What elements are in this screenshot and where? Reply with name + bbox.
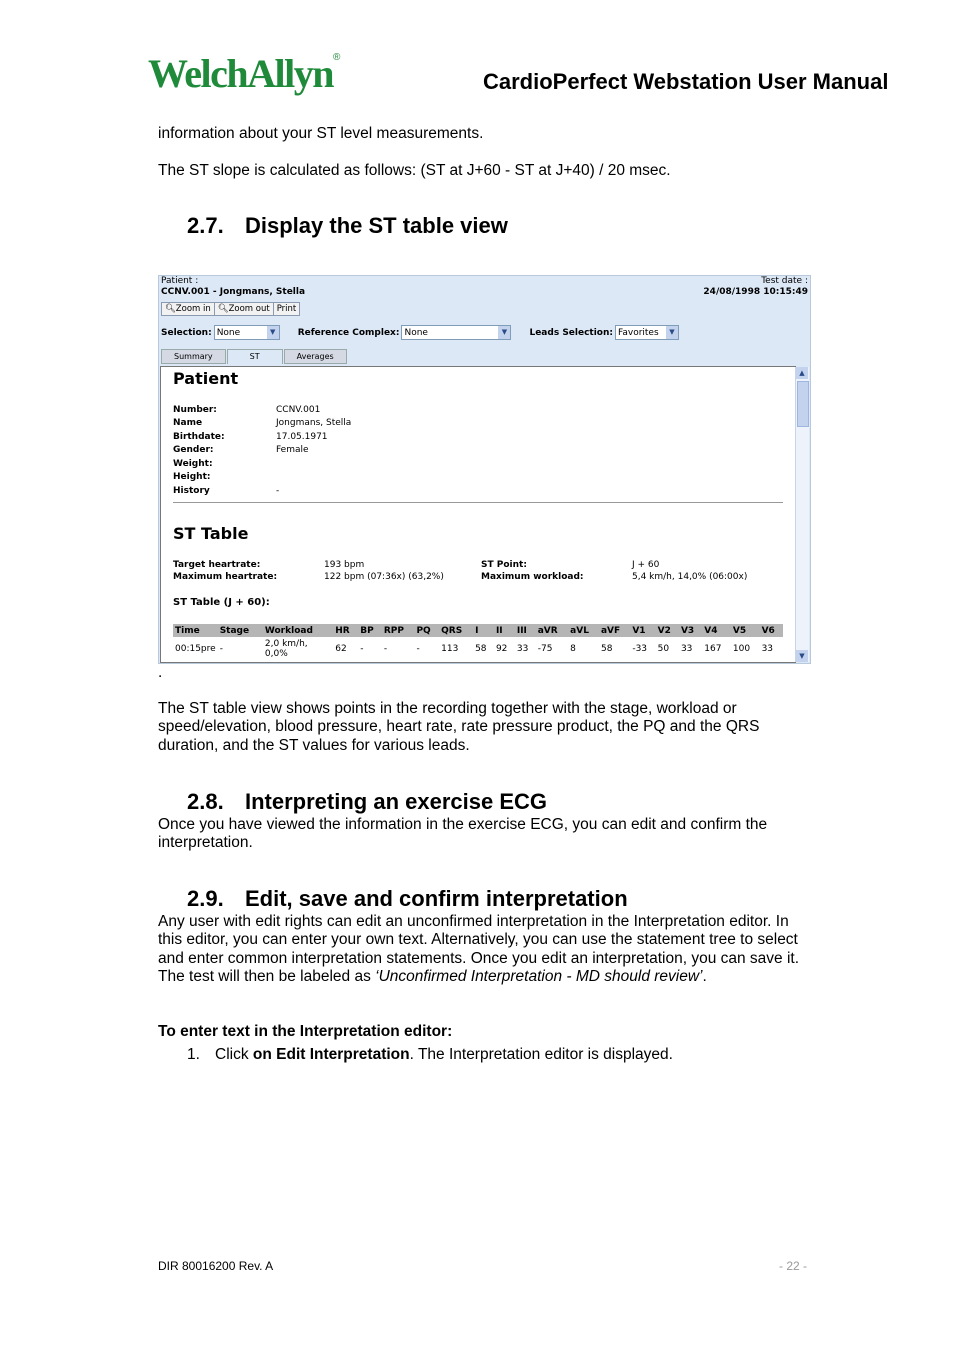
section-number: 2.9.	[187, 886, 224, 911]
procedure-heading: To enter text in the Interpretation editor:	[158, 1023, 453, 1040]
st-point-value: J + 60	[632, 560, 660, 570]
leads-selection-label: Leads Selection:	[529, 327, 613, 338]
intro-line-1: information about your ST level measurements.	[158, 125, 484, 142]
chevron-down-icon: ▼	[498, 326, 510, 339]
st-view-paragraph: The ST table view shows points in the recording together with the stage, workload or speed/elevation, blood pressure, heart rate, rate pressure product, the PQ and the QRS duration, and the ST values for various leads.	[158, 700, 760, 754]
st-table-heading: ST Table	[173, 524, 249, 543]
section-2-7-heading	[187, 213, 508, 239]
cell-rpp: -	[383, 644, 388, 654]
reference-complex-label: Reference Complex:	[297, 327, 400, 338]
step-text-post: . The Interpretation editor is displayed.	[409, 1046, 673, 1063]
col-avl: aVL	[568, 624, 599, 637]
st-data-table	[173, 624, 783, 661]
magnifier-icon: 🔍︎	[217, 304, 229, 314]
procedure-step-1	[187, 1046, 787, 1064]
cell-pq: -	[416, 644, 420, 654]
patient-heading: Patient	[173, 369, 239, 388]
cell-workload	[263, 637, 333, 661]
table-row	[173, 637, 783, 661]
selection-value: None	[216, 327, 241, 338]
selection-label: Selection:	[161, 327, 212, 338]
col-pq: PQ	[414, 624, 439, 637]
cell-qrs: 113	[441, 644, 459, 654]
step-text-pre: Click	[215, 1046, 253, 1063]
maximum-heartrate-label: Maximum heartrate:	[173, 572, 278, 582]
col-v6: V6	[760, 624, 783, 637]
footer-page-number: - 22 -	[779, 1259, 808, 1273]
patient-value: CCNV.001 - Jongmans, Stella	[161, 287, 306, 297]
col-v2: V2	[656, 624, 679, 637]
intro-line-2: The ST slope is calculated as follows: (ST at J+60 - ST at J+40) / 20 msec.	[158, 162, 671, 179]
section-2-9-paragraph	[158, 913, 813, 987]
paragraph-text: Any user with edit rights can edit an unconfirmed interpretation in the Interpretation editor. In this editor, you can enter your own text. Alternatively, you can use the statement tree to select and enter common interpretation statements. Once you edit an interpretation, you can save it. The test will then be labeled as	[158, 913, 800, 986]
patient-label: Patient :	[161, 276, 199, 286]
tab-st[interactable]: ST	[227, 349, 283, 364]
col-iii: III	[515, 624, 536, 637]
col-v4: V4	[702, 624, 731, 637]
cell-v1: -33	[632, 644, 648, 654]
section-title: Interpreting an exercise ECG	[245, 789, 547, 814]
field-value: 17.05.1971	[276, 432, 328, 442]
reference-complex-dropdown[interactable]	[401, 325, 511, 340]
field-key: Height:	[173, 472, 211, 482]
maximum-heartrate	[173, 572, 444, 582]
maximum-workload-label: Maximum workload:	[481, 572, 584, 582]
footer-document-id: DIR 80016200 Rev. A	[158, 1259, 274, 1273]
field-value: Female	[276, 445, 309, 455]
col-bp: BP	[358, 624, 382, 637]
patient-field-height	[173, 472, 276, 482]
tab-averages[interactable]: Averages	[284, 349, 347, 364]
st-point	[481, 560, 659, 570]
maximum-workload-value: 5,4 km/h, 14,0% (06:00x)	[632, 572, 748, 582]
step-command: on Edit Interpretation	[252, 1046, 410, 1063]
cell-ii: 92	[495, 644, 508, 654]
field-value: -	[276, 486, 280, 496]
target-heartrate	[173, 560, 364, 570]
field-value: Jongmans, Stella	[276, 418, 352, 428]
selection-row	[161, 325, 697, 340]
col-avf: aVF	[599, 624, 630, 637]
col-ii: II	[494, 624, 515, 637]
field-key: History	[173, 486, 210, 496]
col-time: Time	[173, 624, 218, 637]
section-number: 2.7.	[187, 213, 224, 238]
table-header-row	[173, 624, 783, 637]
field-value: CCNV.001	[276, 405, 321, 415]
paragraph-end: .	[702, 968, 707, 986]
field-key: Birthdate:	[173, 432, 225, 442]
field-key: Gender:	[173, 445, 214, 455]
section-title: Display the ST table view	[245, 213, 508, 238]
cell-v2: 50	[657, 644, 670, 654]
report-panel	[160, 366, 796, 663]
col-v3: V3	[679, 624, 702, 637]
scrollbar-thumb[interactable]	[797, 381, 809, 427]
cell-v3: 33	[680, 644, 693, 654]
col-stage: Stage	[218, 624, 263, 637]
target-heartrate-value: 193 bpm	[324, 560, 365, 570]
field-key: Name	[173, 418, 203, 428]
st-table-screenshot	[158, 275, 811, 664]
scroll-down-icon[interactable]: ▼	[796, 650, 808, 662]
col-hr: HR	[333, 624, 358, 637]
cell-avr: -75	[537, 644, 553, 654]
cell-hr: 62	[335, 644, 347, 654]
cell-avf: 58	[600, 644, 613, 654]
cell-v6: 33	[761, 644, 774, 654]
logo-wordmark: WelchAllyn	[148, 51, 334, 96]
patient-field-weight	[173, 459, 276, 469]
section-title: Edit, save and confirm interpretation	[245, 886, 628, 911]
cell-time: 00:15pre	[175, 644, 216, 654]
section-2-8-heading	[187, 789, 547, 815]
manual-title: CardioPerfect Webstation User Manual	[483, 69, 889, 94]
step-number: 1.	[187, 1046, 200, 1063]
col-rpp: RPP	[382, 624, 415, 637]
section-2-8-paragraph: Once you have viewed the information in the exercise ECG, you can edit and confirm the interpretation.	[158, 816, 768, 852]
zoom-in-label: Zoom in	[175, 304, 211, 314]
chevron-down-icon: ▼	[666, 326, 678, 339]
col-v5: V5	[731, 624, 760, 637]
cell-stage: -	[219, 644, 223, 654]
maximum-heartrate-value: 122 bpm (07:36x) (63,2%)	[324, 572, 444, 582]
st-table-caption: ST Table (J + 60):	[173, 597, 270, 608]
cell-iii: 33	[516, 644, 529, 654]
cell-avl: 8	[570, 644, 576, 654]
tab-bar	[161, 349, 348, 364]
col-i: I	[473, 624, 494, 637]
section-2-9-heading	[187, 886, 628, 912]
welch-allyn-logo	[148, 52, 388, 108]
zoom-in-button[interactable]	[161, 302, 215, 316]
patient-field-birthdate	[173, 432, 328, 442]
cell-v5: 100	[732, 644, 751, 654]
zoom-out-button[interactable]	[214, 302, 274, 316]
leads-selection-dropdown[interactable]	[615, 325, 679, 340]
stray-dot: .	[158, 664, 163, 681]
zoom-out-label: Zoom out	[228, 304, 270, 314]
col-avr: aVR	[536, 624, 568, 637]
unconfirmed-label-quote: ‘Unconfirmed Interpretation - MD should review’	[375, 968, 703, 986]
workload-elevation: 0,0%	[264, 649, 288, 659]
scroll-up-icon[interactable]: ▲	[796, 367, 808, 379]
workload-speed: 2,0 km/h,	[264, 639, 308, 649]
cell-bp: -	[360, 644, 364, 654]
divider	[173, 502, 783, 503]
st-point-label: ST Point:	[481, 560, 527, 570]
section-number: 2.8.	[187, 789, 224, 814]
vertical-scrollbar[interactable]	[795, 367, 809, 662]
chevron-down-icon: ▼	[267, 326, 279, 339]
test-date-value: 24/08/1998 10:15:49	[703, 287, 808, 297]
maximum-workload	[481, 572, 747, 582]
selection-dropdown[interactable]	[214, 325, 280, 340]
patient-field-history	[173, 486, 279, 496]
patient-field-number	[173, 405, 320, 415]
test-date-label: Test date :	[761, 276, 808, 286]
leads-selection-value: Favorites	[618, 327, 659, 338]
patient-field-gender	[173, 445, 309, 455]
tab-summary[interactable]: Summary	[161, 349, 226, 364]
target-heartrate-label: Target heartrate:	[173, 560, 261, 570]
registered-mark: ®	[333, 52, 341, 63]
col-workload: Workload	[263, 624, 333, 637]
reference-complex-value: None	[404, 327, 428, 338]
toolbar	[161, 302, 299, 316]
col-v1: V1	[630, 624, 655, 637]
col-qrs: QRS	[439, 624, 473, 637]
field-key: Number:	[173, 405, 217, 415]
cell-v4: 167	[704, 644, 722, 654]
print-button[interactable]: Print	[273, 302, 301, 316]
magnifier-icon: 🔍︎	[165, 304, 176, 314]
patient-field-name	[173, 418, 351, 428]
field-key: Weight:	[173, 459, 213, 469]
cell-i: 58	[475, 644, 487, 654]
